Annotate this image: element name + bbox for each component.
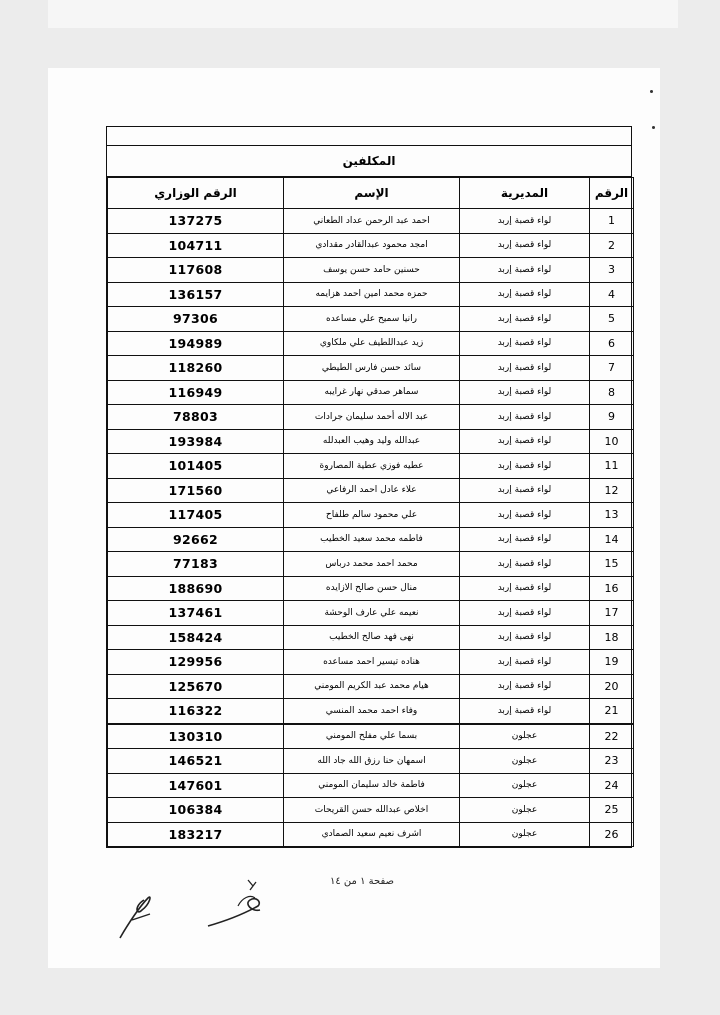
table-row — [108, 503, 634, 528]
row-directorate: لواء قصبة إربد — [460, 258, 590, 283]
row-index: 6 — [590, 331, 634, 356]
assignees-sheet — [106, 126, 632, 848]
row-ministerial-id: 146521 — [108, 749, 284, 774]
column-header-directorate: المديرية — [460, 178, 590, 209]
row-directorate: لواء قصبة إربد — [460, 307, 590, 332]
row-index: 24 — [590, 773, 634, 798]
row-name: عطيه فوزي عطية المصاروة — [284, 454, 460, 479]
row-index: 21 — [590, 699, 634, 724]
table-row — [108, 429, 634, 454]
row-name: زيد عبداللطيف علي ملكاوي — [284, 331, 460, 356]
row-ministerial-id: 171560 — [108, 478, 284, 503]
row-ministerial-id: 158424 — [108, 625, 284, 650]
row-index: 1 — [590, 209, 634, 234]
row-directorate: لواء قصبة إربد — [460, 552, 590, 577]
row-name: حمزه محمد امين احمد هزايمه — [284, 282, 460, 307]
column-header-name: الإسم — [284, 178, 460, 209]
row-name: امجد محمود عبدالقادر مقدادي — [284, 233, 460, 258]
table-row — [108, 331, 634, 356]
row-ministerial-id: 147601 — [108, 773, 284, 798]
row-directorate: لواء قصبة إربد — [460, 576, 590, 601]
table-row — [108, 650, 634, 675]
table-row — [108, 625, 634, 650]
row-directorate: لواء قصبة إربد — [460, 429, 590, 454]
row-name: حسنين حامد حسن يوسف — [284, 258, 460, 283]
table-row — [108, 822, 634, 847]
row-index: 9 — [590, 405, 634, 430]
row-directorate: لواء قصبة إربد — [460, 699, 590, 724]
row-name: نعيمه علي عارف الوحشة — [284, 601, 460, 626]
row-ministerial-id: 137275 — [108, 209, 284, 234]
table-row — [108, 380, 634, 405]
row-ministerial-id: 106384 — [108, 798, 284, 823]
row-index: 2 — [590, 233, 634, 258]
row-index: 20 — [590, 674, 634, 699]
row-directorate: لواء قصبة إربد — [460, 233, 590, 258]
table-row — [108, 282, 634, 307]
row-ministerial-id: 183217 — [108, 822, 284, 847]
row-ministerial-id: 188690 — [108, 576, 284, 601]
table-row — [108, 356, 634, 381]
table-row — [108, 749, 634, 774]
row-index: 12 — [590, 478, 634, 503]
row-name: سائد حسن فارس الطيطي — [284, 356, 460, 381]
row-index: 14 — [590, 527, 634, 552]
row-index: 16 — [590, 576, 634, 601]
row-ministerial-id: 137461 — [108, 601, 284, 626]
row-index: 23 — [590, 749, 634, 774]
row-directorate: لواء قصبة إربد — [460, 209, 590, 234]
row-index: 25 — [590, 798, 634, 823]
row-directorate: عجلون — [460, 798, 590, 823]
table-row — [108, 258, 634, 283]
row-index: 11 — [590, 454, 634, 479]
row-index: 26 — [590, 822, 634, 847]
row-index: 4 — [590, 282, 634, 307]
row-name: بسما علي مفلح المومني — [284, 724, 460, 749]
row-index: 18 — [590, 625, 634, 650]
page-footer: صفحة ١ من ١٤ — [330, 876, 394, 887]
row-name: علي محمود سالم طلفاح — [284, 503, 460, 528]
table-row — [108, 601, 634, 626]
row-ministerial-id: 129956 — [108, 650, 284, 675]
row-ministerial-id: 194989 — [108, 331, 284, 356]
row-ministerial-id: 125670 — [108, 674, 284, 699]
table-row — [108, 674, 634, 699]
row-ministerial-id: 104711 — [108, 233, 284, 258]
row-index: 13 — [590, 503, 634, 528]
table-row — [108, 724, 634, 749]
row-directorate: لواء قصبة إربد — [460, 282, 590, 307]
table-row — [108, 699, 634, 724]
row-index: 19 — [590, 650, 634, 675]
row-name: محمد احمد محمد درباس — [284, 552, 460, 577]
row-name: علاء عادل احمد الرفاعي — [284, 478, 460, 503]
blank-header-row — [107, 127, 631, 146]
row-directorate: لواء قصبة إربد — [460, 527, 590, 552]
row-directorate: عجلون — [460, 749, 590, 774]
row-ministerial-id: 116322 — [108, 699, 284, 724]
row-index: 15 — [590, 552, 634, 577]
table-row — [108, 552, 634, 577]
row-name: سماهر صدقي نهار غرايبه — [284, 380, 460, 405]
row-directorate: عجلون — [460, 822, 590, 847]
assignees-table — [107, 177, 634, 847]
row-ministerial-id: 77183 — [108, 552, 284, 577]
table-header-row — [108, 178, 634, 209]
row-name: اشرف نعيم سعيد الصمادي — [284, 822, 460, 847]
row-ministerial-id: 116949 — [108, 380, 284, 405]
row-index: 17 — [590, 601, 634, 626]
row-directorate: لواء قصبة إربد — [460, 380, 590, 405]
row-directorate: لواء قصبة إربد — [460, 356, 590, 381]
top-strip — [48, 0, 678, 28]
row-directorate: لواء قصبة إربد — [460, 454, 590, 479]
row-index: 5 — [590, 307, 634, 332]
row-name: نهى فهد صالح الخطيب — [284, 625, 460, 650]
row-name: رانيا سميح علي مساعده — [284, 307, 460, 332]
table-row — [108, 209, 634, 234]
row-directorate: لواء قصبة إربد — [460, 405, 590, 430]
table-row — [108, 576, 634, 601]
row-directorate: لواء قصبة إربد — [460, 625, 590, 650]
row-name: فاطمه محمد سعيد الخطيب — [284, 527, 460, 552]
table-row — [108, 527, 634, 552]
signature-mark — [110, 876, 270, 946]
table-row — [108, 773, 634, 798]
row-ministerial-id: 78803 — [108, 405, 284, 430]
row-name: اخلاص عبدالله حسن القريحات — [284, 798, 460, 823]
table-row — [108, 307, 634, 332]
row-directorate: لواء قصبة إربد — [460, 503, 590, 528]
section-title: المكلفين — [107, 146, 631, 177]
row-directorate: لواء قصبة إربد — [460, 601, 590, 626]
table-row — [108, 478, 634, 503]
row-name: عبدالله وليد وهيب العبدلله — [284, 429, 460, 454]
row-directorate: لواء قصبة إربد — [460, 331, 590, 356]
row-ministerial-id: 136157 — [108, 282, 284, 307]
row-ministerial-id: 117608 — [108, 258, 284, 283]
scan-speck — [652, 126, 655, 129]
row-name: عبد الاله أحمد سليمان جرادات — [284, 405, 460, 430]
row-ministerial-id: 130310 — [108, 724, 284, 749]
table-row — [108, 798, 634, 823]
row-name: اسمهان حنا رزق الله جاد الله — [284, 749, 460, 774]
row-directorate: عجلون — [460, 724, 590, 749]
row-ministerial-id: 193984 — [108, 429, 284, 454]
column-header-ministerial-id: الرقم الوزاري — [108, 178, 284, 209]
row-ministerial-id: 117405 — [108, 503, 284, 528]
row-index: 3 — [590, 258, 634, 283]
row-index: 22 — [590, 724, 634, 749]
scan-speck — [650, 90, 653, 93]
row-ministerial-id: 97306 — [108, 307, 284, 332]
row-directorate: لواء قصبة إربد — [460, 650, 590, 675]
row-index: 10 — [590, 429, 634, 454]
row-name: هناده تيسير احمد مساعده — [284, 650, 460, 675]
row-directorate: عجلون — [460, 773, 590, 798]
row-ministerial-id: 118260 — [108, 356, 284, 381]
table-row — [108, 233, 634, 258]
row-directorate: لواء قصبة إربد — [460, 478, 590, 503]
table-row — [108, 454, 634, 479]
row-name: هيام محمد عبد الكريم المومني — [284, 674, 460, 699]
row-directorate: لواء قصبة إربد — [460, 674, 590, 699]
row-ministerial-id: 101405 — [108, 454, 284, 479]
row-name: احمد عبد الرحمن عداد الطعاني — [284, 209, 460, 234]
row-name: منال حسن صالح الازايده — [284, 576, 460, 601]
row-index: 8 — [590, 380, 634, 405]
row-name: فاطمة خالد سليمان المومني — [284, 773, 460, 798]
row-name: وفاء احمد محمد المنسي — [284, 699, 460, 724]
table-row — [108, 405, 634, 430]
row-index: 7 — [590, 356, 634, 381]
row-ministerial-id: 92662 — [108, 527, 284, 552]
column-header-index: الرقم — [590, 178, 634, 209]
